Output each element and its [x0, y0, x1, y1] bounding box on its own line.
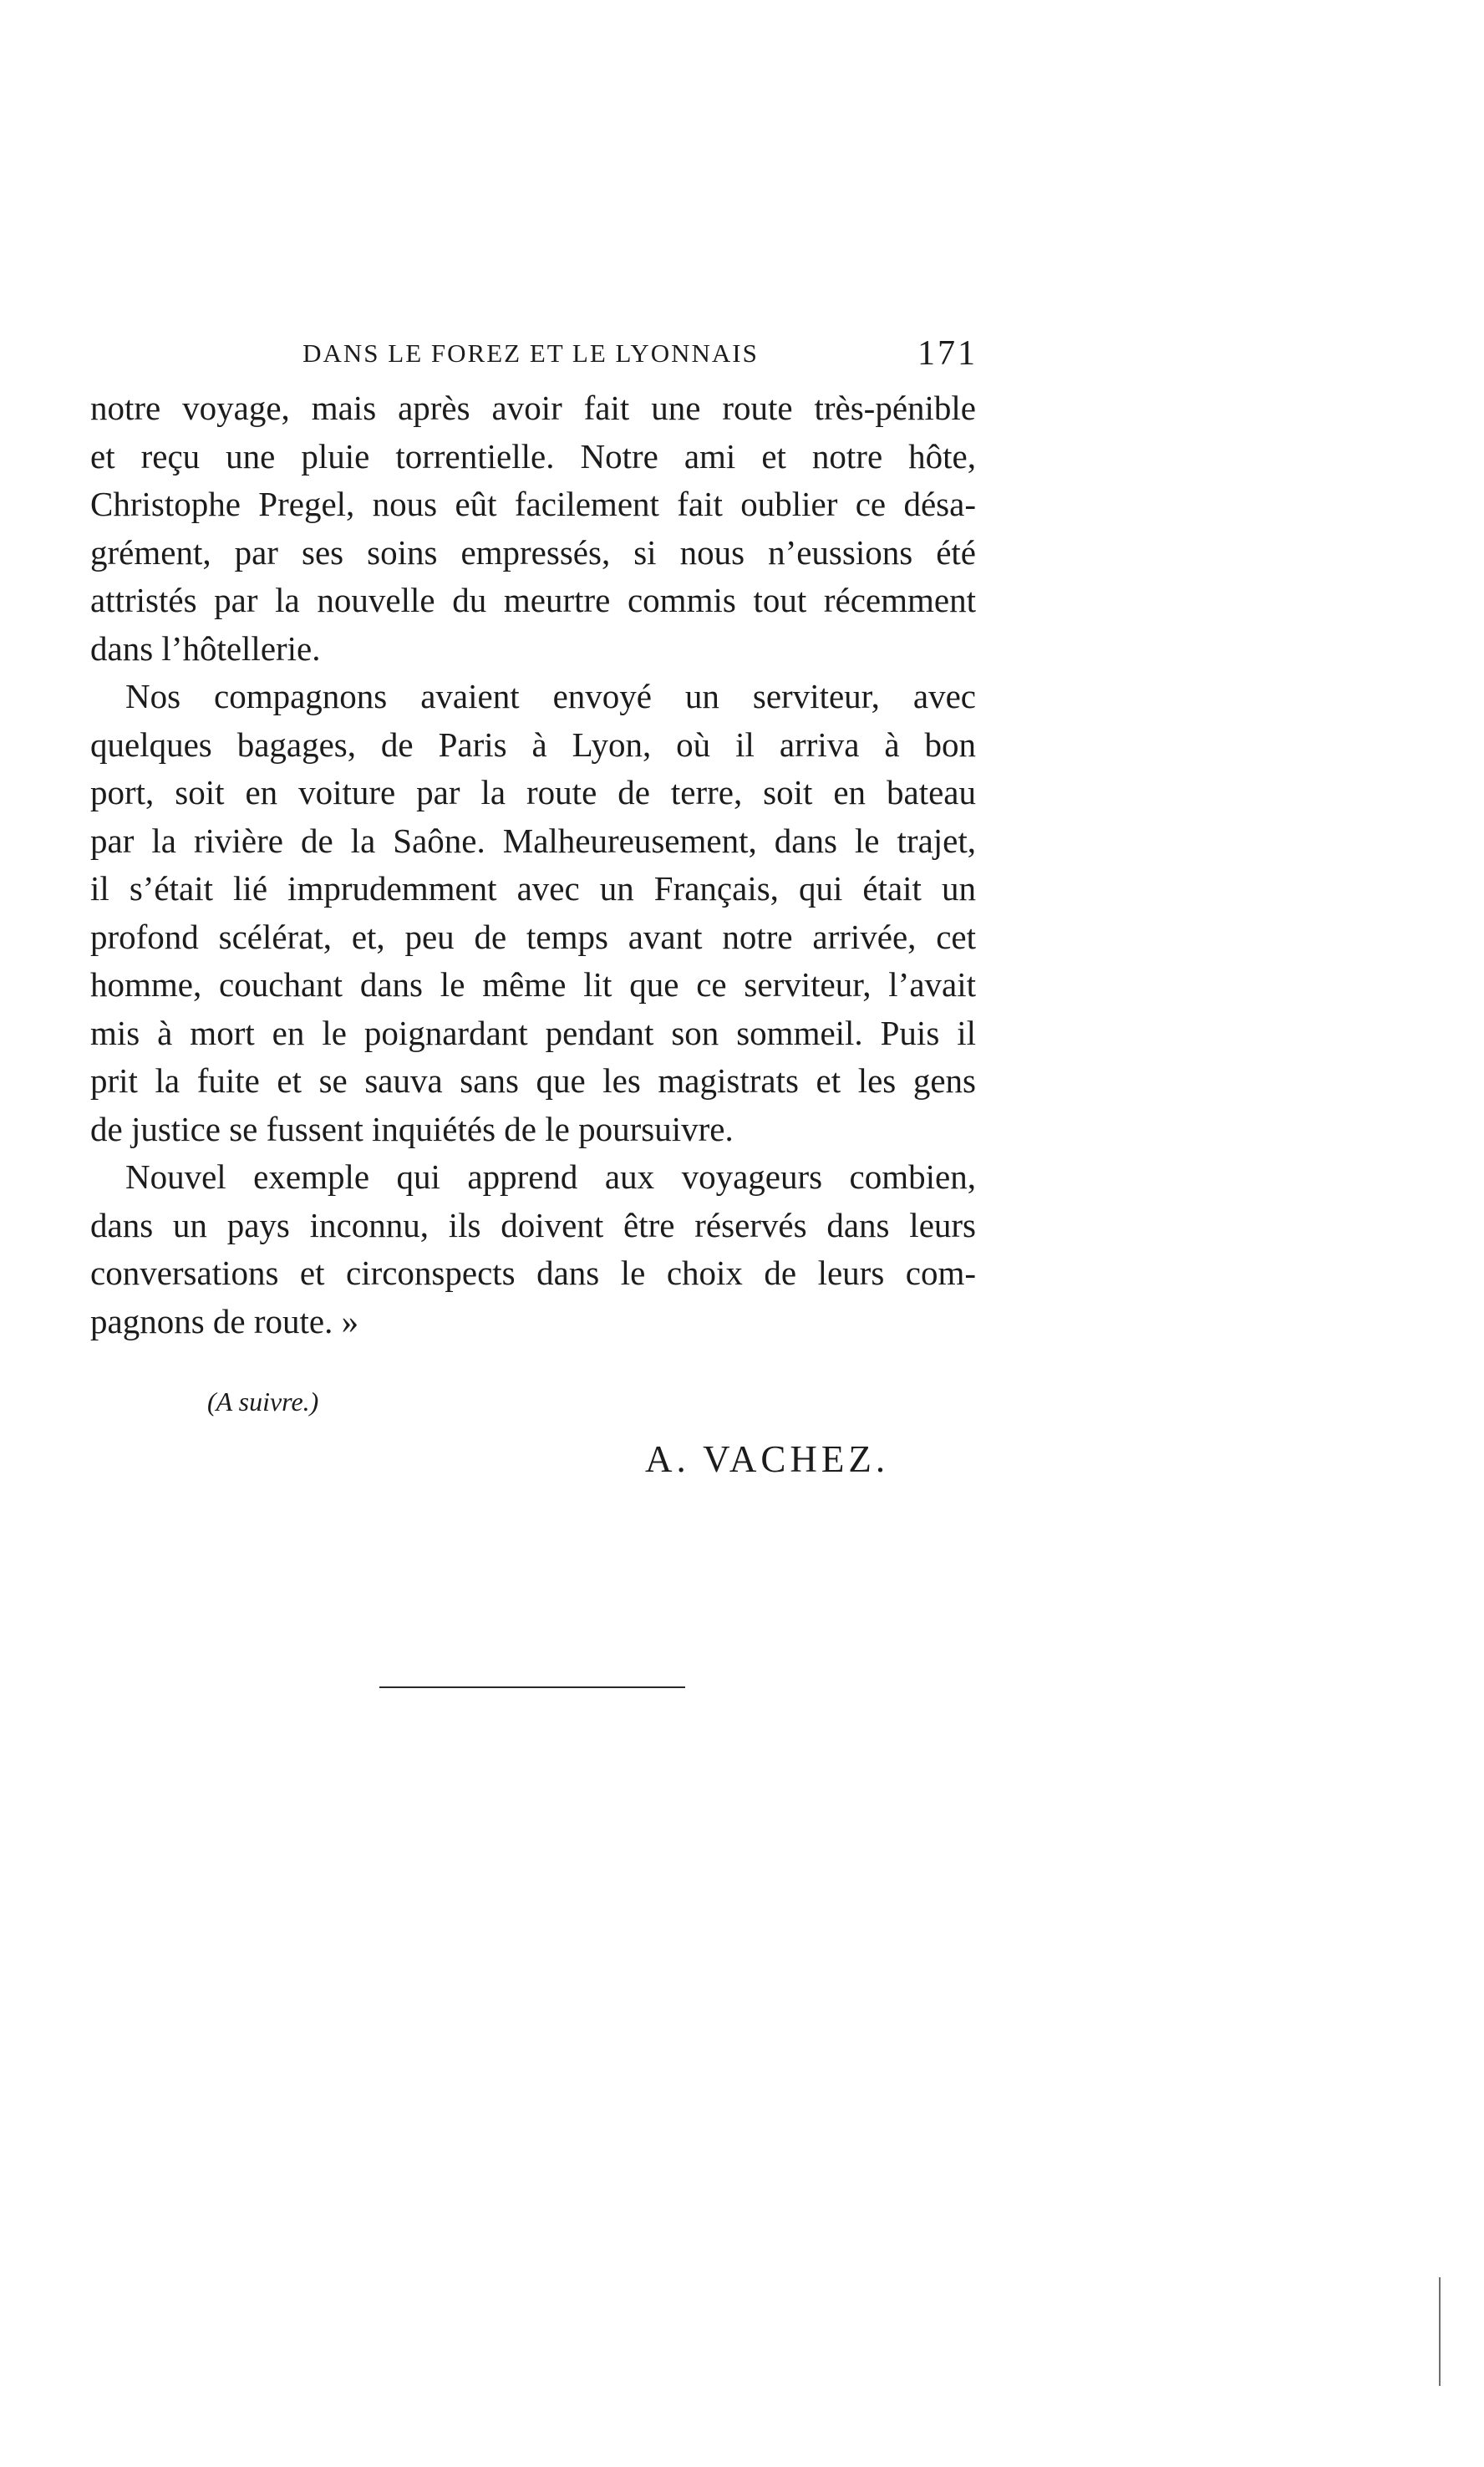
page-number: 171: [917, 334, 978, 373]
text-line: mis à mort en le poignardant pendant son sommeil. Puis il: [90, 1013, 976, 1052]
text-line: prit la fuite et se sauva sans que les magistrats et les gens: [90, 1061, 976, 1100]
text-line: Nouvel exemple qui apprend aux voyageurs combien,: [125, 1157, 976, 1196]
running-head: [88, 333, 978, 374]
text-line: dans l’hôtellerie.: [90, 628, 321, 668]
text-line: homme, couchant dans le même lit que ce serviteur, l’avait: [90, 965, 976, 1004]
text-line: quelques bagages, de Paris à Lyon, où il arriva à bon: [90, 725, 976, 764]
text-line: de justice se fussent inquiétés de le poursuivre.: [90, 1109, 734, 1148]
text-line: attristés par la nouvelle du meurtre commis tout récemment: [90, 581, 976, 619]
text-line: notre voyage, mais après avoir fait une route très-pénible: [90, 389, 976, 427]
text-line: conversations et circonspects dans le choix de leurs com-: [90, 1254, 976, 1292]
text-line: Christophe Pregel, nous eût facilement fait oublier ce désa-: [90, 485, 976, 523]
running-title: DANS LE FOREZ ET LE LYONNAIS: [302, 338, 759, 368]
text-line: profond scélérat, et, peu de temps avant notre arrivée, cet: [90, 917, 976, 956]
end-rule-divider: [379, 1686, 685, 1688]
text-line: il s’était lié imprudemment avec un Français, qui était un: [90, 869, 976, 908]
scan-edge-mark: [1439, 2277, 1441, 2386]
author-signature: A. VACHEZ.: [645, 1438, 890, 1480]
body-text: [90, 384, 976, 1345]
text-line: pagnons de route. »: [90, 1301, 359, 1340]
text-line: Nos compagnons avaient envoyé un serviteur, avec: [125, 677, 976, 715]
text-line: grément, par ses soins empressés, si nous n’eussions été: [90, 532, 976, 572]
to-be-continued-note: (A suivre.): [207, 1386, 319, 1417]
text-line: par la rivière de la Saône. Malheureusement, dans le trajet,: [90, 821, 976, 860]
text-line: et reçu une pluie torrentielle. Notre ami et notre hôte,: [90, 436, 976, 476]
text-line: dans un pays inconnu, ils doivent être réservés dans leurs: [90, 1205, 976, 1244]
text-line: port, soit en voiture par la route de terre, soit en bateau: [90, 773, 976, 811]
